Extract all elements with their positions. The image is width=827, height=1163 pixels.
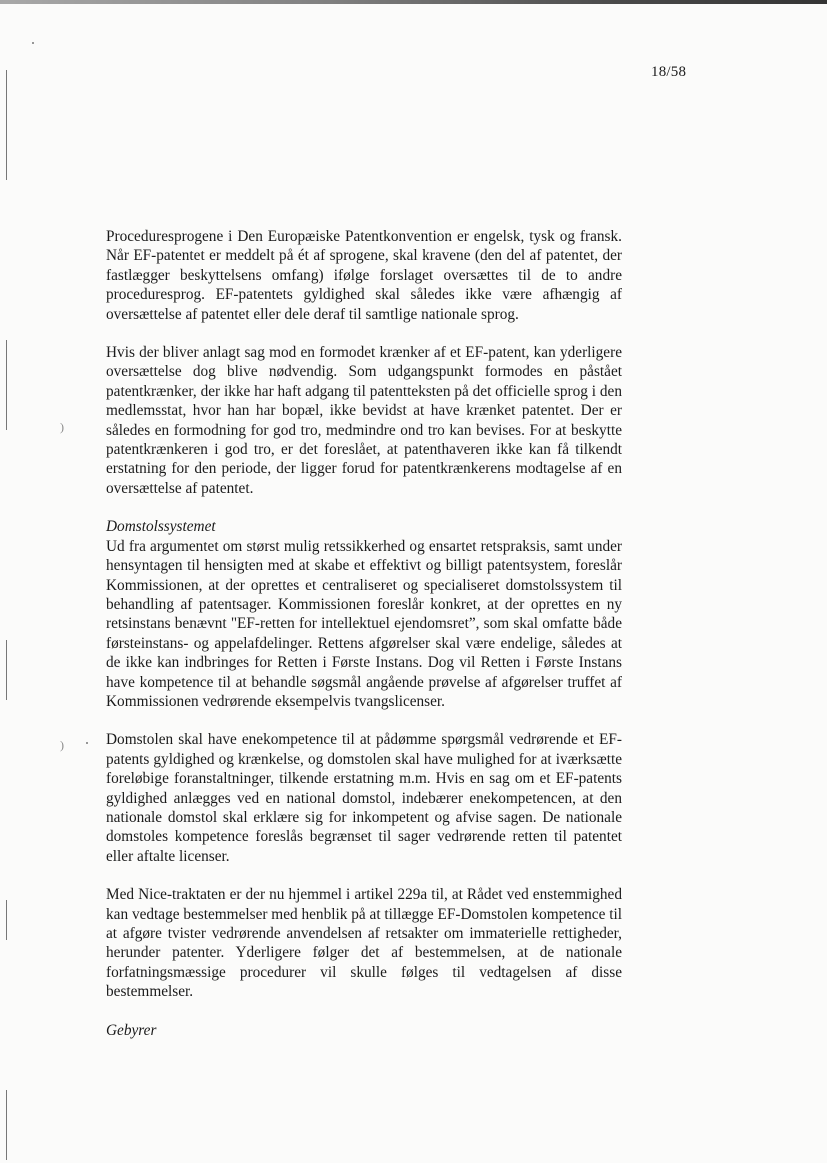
scan-speck <box>32 42 34 44</box>
paragraph: Proceduresprogene i Den Europæiske Patentkonvention er engelsk, tysk og fransk. Når EF-patentet er meddelt på ét af sprogene, skal kravene (den del af patentet, der fastlægger beskyttelsens omfang) ifølge forslaget oversættes til de to andre proceduresprog. EF-patentets gyldighed skal således ikke være afhængig af oversættelse af patentet eller dele deraf til samtlige nationale sprog. <box>106 228 622 323</box>
page-number: 18/58 <box>651 64 687 80</box>
scan-speck <box>86 742 88 744</box>
scan-edge-top <box>0 0 827 4</box>
scan-mark: ) <box>60 420 64 434</box>
section-heading: Domstolssystemet <box>106 518 216 536</box>
section-heading: Gebyrer <box>106 1021 157 1039</box>
scan-edge-left-1 <box>6 70 7 180</box>
paragraph: Ud fra argumentet om størst mulig retssikkerhed og ensartet retspraksis, samt under hensyntagen til hensigten med at skabe et effektivt og billigt patentsystem, foreslår Kommissionen, at der oprettes et centraliseret og specialiseret domstolssystem til behandling af patentsager. Kommissionen foreslår konkret, at der oprettes en ny retsinstans benævnt "EF-retten for intellektuel ejendomsret”, som skal omfatte både førsteinstans- og appelafdelinger. Rettens afgørelser skal være endelige, således at de ikke kan indbringes for Retten i Første Instans. Dog vil Retten i Første Instans have kompetence til at behandle søgsmål angående prøvelse af afgørelser truffet af Kommissionen vedrørende eksempelvis tvangslicenser. <box>106 537 622 710</box>
scan-edge-left-2 <box>6 340 7 430</box>
paragraph: Domstolen skal have enekompetence til at pådømme spørgsmål vedrørende et EF-patents gyldighed og krænkelse, og domstolen skal have mulighed for at iværksætte foreløbige foranstaltninger, tilkende erstatning m.m. Hvis en sag om et EF-patents gyldighed anlægges ved en national domstol, indebærer enekompetencen, at den nationale domstol skal erklære sig for inkompetent og afvise sagen. De nationale domstoles kompetence foreslås begrænset til sager vedrørende retten til patentet eller aftalte licenser. <box>106 731 622 865</box>
scan-edge-left-4 <box>6 900 7 940</box>
scan-edge-left-3 <box>6 640 7 700</box>
scan-mark: ) <box>60 738 64 752</box>
paragraph: Med Nice-traktaten er der nu hjemmel i artikel 229a til, at Rådet ved enstemmighed kan vedtage bestemmelser med henblik på at tillægge EF-Domstolen kompetence til at afgøre tvister vedrørende anvendelsen af retsakter om immaterielle rettigheder, herunder patenter. Yderligere følger det af bestemmelsen, at de nationale forfatningsmæssige procedurer vil skulle følges til vedtagelsen af disse bestemmelser. <box>106 886 622 1001</box>
paragraph: Hvis der bliver anlagt sag mod en formodet krænker af et EF-patent, kan yderligere oversættelse dog blive nødvendig. Som udgangspunkt formodes en påstået patentkrænker, der ikke har haft adgang til patentteksten på det officielle sprog i den medlemsstat, hvor han har bopæl, ikke bevidst at have krænket patentet. Der er således en formodning for god tro, medmindre ond tro kan bevises. For at beskytte patentkrænkeren i god tro, er det foreslået, at patenthaveren ikke kan få tilkendt erstatning for den periode, der ligger forud for patentkrænkerens modtagelse af en oversættelse af patentet. <box>106 344 622 497</box>
document-body <box>106 227 622 1040</box>
scan-edge-left-5 <box>6 1090 7 1160</box>
